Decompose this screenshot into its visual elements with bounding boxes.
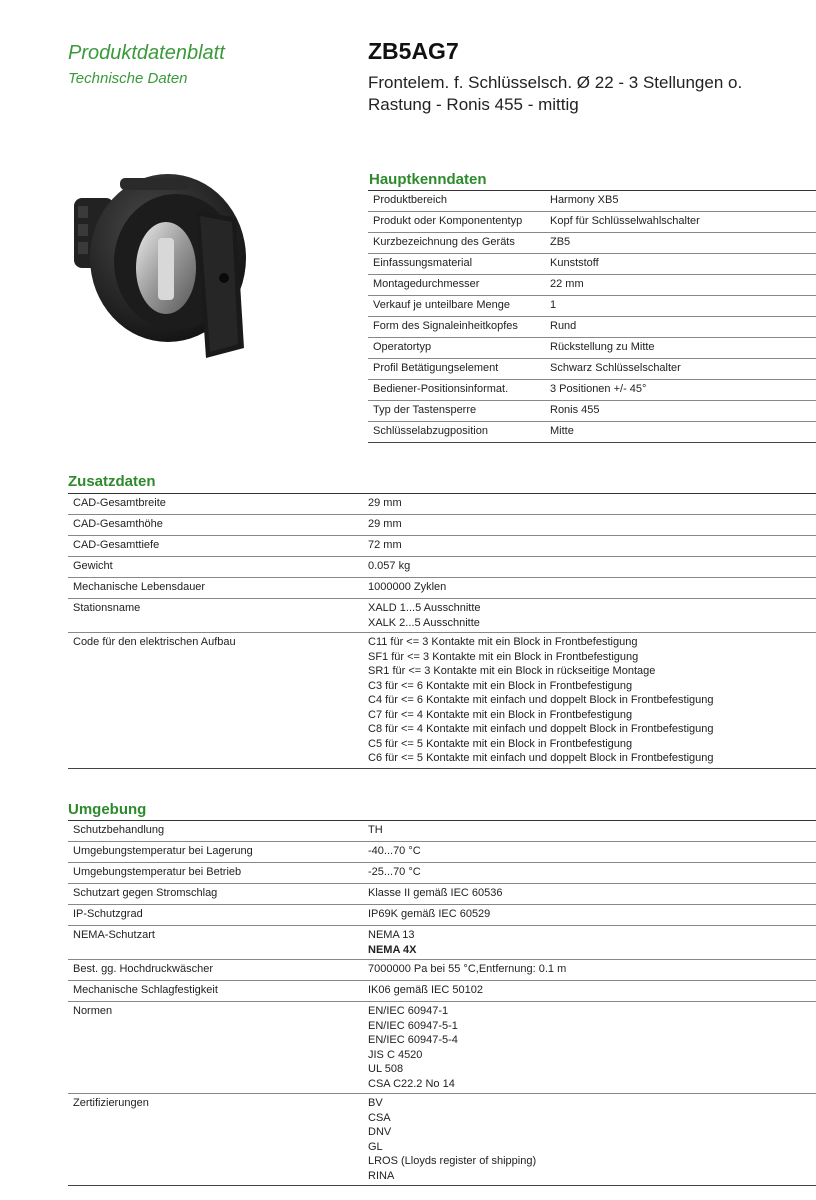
table-row (68, 493, 816, 514)
row-value (546, 359, 685, 379)
value-line: NEMA 4X (368, 943, 417, 956)
table-row (368, 295, 816, 316)
row-label: CAD-Gesamthöhe (73, 518, 163, 530)
value-line: NEMA 13 (368, 929, 415, 941)
row-label: Stationsname (73, 602, 141, 614)
value-line: GL (368, 1140, 383, 1153)
table-row (368, 316, 816, 337)
row-value (364, 494, 406, 514)
row-value (364, 633, 718, 768)
value-line: C5 für <= 5 Kontakte mit ein Block in Frontbefestigung (368, 737, 633, 750)
table-row (68, 841, 816, 862)
value-line: C6 für <= 5 Kontakte mit einfach und doppelt Block in Frontbefestigung (368, 752, 714, 764)
table-row (68, 1093, 816, 1185)
value-line: Schwarz Schlüsselschalter (550, 362, 681, 374)
value-line: Kunststoff (550, 257, 599, 269)
table-row (68, 959, 816, 980)
product-description: Frontelem. f. Schlüsselsch. Ø 22 - 3 Stellungen o. Rastung - Ronis 455 - mittig (368, 73, 743, 114)
row-label: Schlüsselabzugposition (373, 425, 488, 437)
row-value (546, 233, 574, 253)
value-line: 1 (550, 299, 557, 311)
row-value (364, 842, 425, 862)
product-reference: ZB5AG7 (368, 38, 459, 64)
table-row (68, 577, 816, 598)
value-line: DNV (368, 1126, 392, 1138)
row-label: Bediener-Positionsinformat. (373, 383, 509, 395)
value-line: 72 mm (368, 539, 402, 551)
value-line: 1000000 Zyklen (368, 581, 447, 593)
row-label: Best. gg. Hochdruckwäscher (73, 963, 214, 975)
value-line: C3 für <= 6 Kontakte mit ein Block in Frontbefestigung (368, 679, 633, 692)
row-label: Typ der Tastensperre (373, 404, 477, 416)
value-line: BV (368, 1097, 383, 1109)
value-line: XALK 2...5 Ausschnitte (368, 616, 480, 629)
value-line: C7 für <= 4 Kontakte mit ein Block in Frontbefestigung (368, 708, 633, 721)
row-label: CAD-Gesamttiefe (73, 539, 160, 551)
value-line: UL 508 (368, 1063, 404, 1075)
row-value (364, 821, 387, 841)
row-value (546, 401, 604, 421)
section-title-main: Hauptkenndaten (369, 171, 487, 188)
table-row (68, 632, 816, 768)
section-title-extra: Zusatzdaten (68, 473, 156, 490)
table-row (68, 1001, 816, 1093)
table-row (368, 337, 816, 358)
value-line: RINA (368, 1169, 395, 1182)
row-label: Einfassungsmaterial (373, 257, 473, 269)
row-label: Code für den elektrischen Aufbau (73, 636, 236, 648)
value-line: C11 für <= 3 Kontakte mit ein Block in Frontbefestigung (368, 636, 638, 648)
main-data-table (368, 190, 816, 443)
value-line: EN/IEC 60947-1 (368, 1005, 449, 1017)
row-value (546, 380, 650, 400)
row-value (364, 578, 450, 598)
value-line: IP69K gemäß IEC 60529 (368, 908, 491, 920)
value-line: IK06 gemäß IEC 50102 (368, 984, 483, 996)
value-line: -25...70 °C (368, 866, 421, 878)
value-line: JIS C 4520 (368, 1048, 423, 1061)
value-line: LROS (Lloyds register of shipping) (368, 1155, 537, 1167)
doc-title: Produktdatenblatt (68, 42, 225, 64)
value-line: Mitte (550, 425, 574, 437)
row-value (364, 536, 406, 556)
value-line: Harmony XB5 (550, 194, 619, 206)
row-label: Kurzbezeichnung des Geräts (373, 236, 515, 248)
row-value (546, 422, 578, 442)
row-label: Umgebungstemperatur bei Betrieb (73, 866, 242, 878)
doc-subtitle: Technische Daten (68, 70, 188, 87)
row-value (546, 317, 580, 337)
row-value (364, 557, 414, 577)
value-line: Rund (550, 320, 577, 332)
table-row (368, 358, 816, 379)
row-label: IP-Schutzgrad (73, 908, 143, 920)
value-line: CSA C22.2 No 14 (368, 1077, 455, 1090)
row-label: Produkt oder Komponententyp (373, 215, 523, 227)
row-value (364, 1094, 540, 1185)
row-value (546, 254, 603, 274)
table-row (368, 253, 816, 274)
value-line: Rückstellung zu Mitte (550, 341, 655, 353)
value-line: -40...70 °C (368, 845, 421, 857)
row-value (546, 296, 560, 316)
row-label: Mechanische Schlagfestigkeit (73, 984, 218, 996)
row-value (364, 515, 406, 535)
value-line: TH (368, 824, 383, 836)
table-row (68, 556, 816, 577)
row-value (546, 338, 659, 358)
row-value (546, 212, 704, 232)
table-row (368, 421, 816, 442)
table-row (368, 190, 816, 211)
table-row (68, 980, 816, 1001)
row-value (364, 981, 487, 1001)
table-row (368, 400, 816, 421)
value-line: Ronis 455 (550, 404, 600, 416)
table-row (68, 883, 816, 904)
value-line: C8 für <= 4 Kontakte mit einfach und doppelt Block in Frontbefestigung (368, 723, 714, 735)
row-label: Mechanische Lebensdauer (73, 581, 206, 593)
table-row (68, 904, 816, 925)
row-label: Produktbereich (373, 194, 447, 206)
row-value (364, 1002, 462, 1093)
value-line: C4 für <= 6 Kontakte mit einfach und doppelt Block in Frontbefestigung (368, 694, 714, 706)
row-value (364, 926, 421, 959)
row-value (546, 191, 622, 211)
value-line: CSA (368, 1111, 391, 1124)
row-value (546, 275, 588, 295)
value-line: Klasse II gemäß IEC 60536 (368, 887, 503, 899)
table-row (68, 535, 816, 556)
table-row (68, 514, 816, 535)
table-row (368, 232, 816, 253)
table-row (68, 598, 816, 632)
section-title-environment: Umgebung (68, 801, 147, 818)
table-row (68, 862, 816, 883)
row-label: Schutzart gegen Stromschlag (73, 887, 218, 899)
row-label: Gewicht (73, 560, 113, 572)
row-value (364, 960, 570, 980)
row-value (364, 905, 494, 925)
table-row (368, 379, 816, 400)
row-value (364, 863, 425, 883)
row-label: Normen (73, 1005, 113, 1017)
value-line: 7000000 Pa bei 55 °C,Entfernung: 0.1 m (368, 963, 567, 975)
value-line: SR1 für <= 3 Kontakte mit ein Block in rückseitige Montage (368, 665, 656, 677)
row-label: Profil Betätigungselement (373, 362, 499, 374)
extra-data-table (68, 493, 816, 769)
table-row (68, 925, 816, 959)
value-line: XALD 1...5 Ausschnitte (368, 602, 481, 614)
row-label: Operatortyp (373, 341, 432, 353)
table-row (368, 274, 816, 295)
value-line: 22 mm (550, 278, 584, 290)
row-label: Schutzbehandlung (73, 824, 165, 836)
table-row (68, 820, 816, 841)
row-label: Umgebungstemperatur bei Lagerung (73, 845, 253, 857)
row-label: Verkauf je unteilbare Menge (373, 299, 510, 311)
value-line: ZB5 (550, 236, 571, 248)
value-line: 29 mm (368, 518, 402, 530)
row-label: CAD-Gesamtbreite (73, 497, 166, 509)
row-label: Zertifizierungen (73, 1097, 149, 1109)
row-value (364, 599, 485, 632)
row-label: Form des Signaleinheitkopfes (373, 320, 518, 332)
value-line: Kopf für Schlüsselwahlschalter (550, 215, 700, 227)
value-line: EN/IEC 60947-5-1 (368, 1019, 458, 1032)
table-row (368, 211, 816, 232)
environment-data-table (68, 820, 816, 1186)
row-label: NEMA-Schutzart (73, 929, 155, 941)
row-value (364, 884, 507, 904)
value-line: SF1 für <= 3 Kontakte mit ein Block in Frontbefestigung (368, 650, 639, 663)
row-label: Montagedurchmesser (373, 278, 480, 290)
product-photo (68, 158, 258, 368)
value-line: EN/IEC 60947-5-4 (368, 1034, 458, 1046)
value-line: 29 mm (368, 497, 402, 509)
value-line: 0.057 kg (368, 560, 411, 572)
value-line: 3 Positionen +/- 45° (550, 383, 647, 395)
